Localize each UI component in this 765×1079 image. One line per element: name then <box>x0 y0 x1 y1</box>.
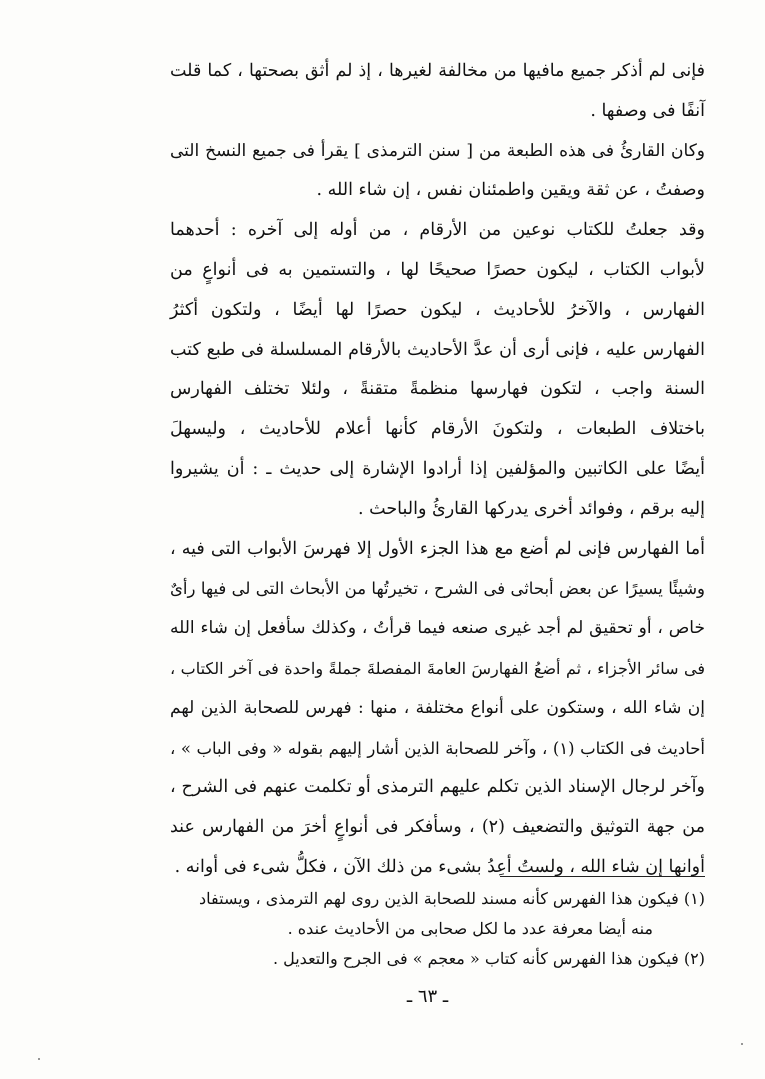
text-line: الفهارس ، والآخرُ للأحاديث ، ليكون حصرًا لها أيضًا ، ولتكون أكثرُ <box>170 299 705 320</box>
text-line: وصفتُ ، عن ثقة ويقين واطمئنان نفس ، إن شاء الله . <box>316 180 705 201</box>
scan-speck <box>38 1058 40 1060</box>
text-line: خاص ، أو تحقيق لم أجد غيرى صنعه فيما قرأتُ ، وكذلك سأفعل إن شاء الله <box>170 618 705 639</box>
text-line: من جهة التوثيق والتضعيف (٢) ، وسأفكر فى أنواعٍ أخرَ من الفهارس عند <box>170 817 705 838</box>
text-line: فى سائر الأجزاء ، ثم أضعُ الفهارسَ العامةَ المفصلةَ جملةً واحدة فى آخر الكتاب ، <box>170 658 705 678</box>
text-line: آنفًا فى وصفها . <box>590 100 705 121</box>
scan-speck <box>741 1043 743 1045</box>
footnote-1-continuation: منه أيضا معرفة عدد ما لكل صحابى من الأحاديث عنده . <box>287 919 653 938</box>
paragraph-4 <box>170 530 705 888</box>
text-line: وقد جعلتُ للكتاب نوعين من الأرقام ، من أوله إلى آخره : أحدهما <box>170 220 705 241</box>
footnote-2: (٢) فيكون هذا الفهرس كأنه كتاب « معجم » فى الجرح والتعديل . <box>272 949 705 968</box>
text-line: فإنى لم أذكر جميع مافيها من مخالفة لغيرها ، إذ لم أثق بصحتها ، كما قلت <box>170 61 705 81</box>
footnote-1: (١) فيكون هذا الفهرس كأنه مسند للصحابة الذين روى لهم الترمذى ، ويستفاد <box>199 889 705 908</box>
text-line: لأبواب الكتاب ، ليكون حصرًا صحيحًا لها ، والتستمين به فى أنواعٍ من <box>170 259 705 280</box>
page-number: ـ ٦٣ ـ <box>406 986 449 1007</box>
text-line: أحاديث فى الكتاب (١) ، وآخر للصحابة الذين أشار إليهم بقوله « وفى الباب » ، <box>170 738 706 758</box>
text-line: وآخر لرجال الإسناد الذين تكلم عليهم الترمذى أو تكلمت عنهم فى الشرح ، <box>170 777 705 798</box>
text-line: إليه برقم ، وفوائد أخرى يدركها القارئُ والباحث . <box>358 498 705 519</box>
text-line: الفهارس عليه ، فإنى أرى أن عدَّ الأحاديث بالأرقام المسلسلة فى طبع كتب <box>170 339 705 360</box>
footnote-separator <box>500 876 705 877</box>
text-line: أما الفهارس فإنى لم أضع مع هذا الجزء الأول إلا فهرسَ الأبواب التى فيه ، <box>170 538 705 559</box>
text-line: إن شاء الله ، وستكون على أنواع مختلفة ، منها : فهرس للصحابة الذين لهم <box>170 697 705 718</box>
text-line: أوانها إن شاء الله ، ولستُ أعِدُ بشىء من ذلك الآن ، فكلُّ شىء فى أوانه . <box>174 856 705 877</box>
footnotes <box>170 884 705 974</box>
text-line: السنة واجب ، لتكون فهارسها منظمةً متقنةً ، ولئلا تختلف الفهارس <box>170 379 705 400</box>
paragraph-1 <box>170 52 705 132</box>
text-line: وكان القارئُ فى هذه الطبعة من [ سنن الترمذى ] يقرأ فى جميع النسخ التى <box>170 140 705 161</box>
text-line: باختلاف الطبعات ، ولتكونَ الأرقام كأنها أعلام للأحاديث ، وليسهلَ <box>170 419 705 440</box>
text-line: أيضًا على الكاتبين والمؤلفين إذا أرادوا الإشارة إلى حديث ـ : أن يشيروا <box>170 458 705 479</box>
paragraph-3 <box>170 211 705 529</box>
text-line: وشيئًا يسيرًا عن بعض أبحاثى فى الشرح ، تخيرتُها من الأبحاث التى لى فيها رأىٌ <box>170 579 705 599</box>
main-text <box>170 52 705 888</box>
paragraph-2 <box>170 132 705 212</box>
